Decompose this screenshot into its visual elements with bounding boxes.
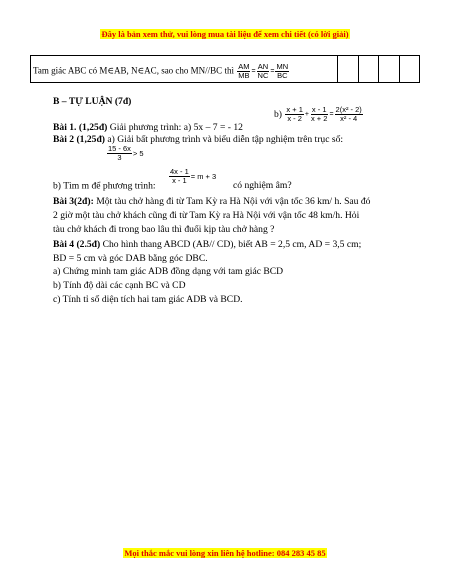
bai2-eq-fraction: $\frac{4x - 1}{x - 1}$	[170, 167, 189, 185]
question-cell	[31, 56, 338, 83]
bai4-line-2: BD = 5 cm và góc DAB bằng góc DBC.	[53, 253, 208, 264]
fraction-denominator: MB	[238, 70, 250, 80]
bai1-text-a: Giải phương trình: a) 5x – 7 = - 12	[109, 122, 243, 133]
bai2-text-b-pre: b) Tìm m để phương trình:	[53, 180, 156, 192]
bai2-b-post: có nghiệm âm?	[233, 180, 292, 191]
section-title: B – TỰ LUẬN (7đ)	[53, 96, 132, 107]
essay-section	[53, 92, 421, 532]
bai1-text-b: b)	[274, 108, 282, 120]
question-text: Tam giác ABC có M∈AB, N∈AC, sao cho MN//BC thì	[33, 65, 234, 76]
bai1-equation-b	[274, 106, 364, 123]
top-preview-banner	[0, 29, 450, 39]
bottom-hotline-banner	[0, 548, 450, 558]
plus-sign: +	[304, 110, 309, 118]
answer-cell-a	[338, 56, 358, 83]
answer-cell-b	[358, 56, 378, 83]
bai3-line-1: Bài 3(2đ): Một tàu chở hàng đi từ Tam Kỳ ra Hà Nội với vận tốc 36 km/ h. Sau đó	[53, 196, 371, 207]
bai2-text-a: a) Giải bất phương trình và biểu diễn tập nghiệm trên trục số:	[107, 134, 344, 145]
fraction-am-mb	[237, 63, 250, 80]
ineq-rest: > 5	[132, 148, 144, 158]
fraction-numerator: MN	[276, 61, 289, 71]
bai4-label: Bài 4 (2.5đ)	[53, 239, 101, 250]
bai2-inequality	[106, 145, 144, 162]
bai4-line-3: a) Chứng minh tam giác ADB đồng dạng với tam giác BCD	[53, 266, 284, 277]
fraction-denominator: NC	[257, 70, 269, 80]
bai2-line	[53, 133, 343, 146]
bai3-label: Bài 3(2đ):	[53, 196, 94, 207]
bai1-fraction-2: $\frac{x - 1}{x + 2}$	[310, 105, 328, 123]
bai2-ineq-fraction: $\frac{15 - 6x}{3}$	[108, 144, 131, 162]
equals-sign: =	[329, 110, 334, 118]
bai2-equation	[168, 168, 216, 185]
fraction-numerator: AN	[257, 61, 269, 71]
bai3-line-2: 2 giờ một tàu chở khách cũng đi từ Tam Kỳ ra Hà Nội với vận tốc 48 km/h. Hỏi	[53, 210, 360, 221]
bai4-line-5: c) Tính tỉ số diện tích hai tam giác ADB và BCD.	[53, 294, 243, 305]
quiz-answer-table-row	[30, 55, 420, 83]
fraction-numerator: AM	[238, 61, 250, 71]
fraction-an-nc	[257, 63, 270, 80]
equals-sign: =	[270, 67, 275, 75]
answer-cell-d	[399, 56, 419, 83]
bai2-label: Bài 2 (1,25đ)	[53, 134, 105, 145]
bai1-label: Bài 1. (1,25đ)	[53, 122, 108, 133]
top-banner-text: Đây là bản xem thử, vui lòng mua tài liệu để xem chi tiết (có lời giải)	[101, 29, 349, 39]
bai1-fraction-3: $\frac{\text{2(x² - 2)}}{\text{x² - 4}}$	[335, 105, 362, 123]
bai4-line-4: b) Tính độ dài các cạnh BC và CD	[53, 280, 186, 291]
bai3-line-3: tàu chở khách đi trong bao lâu thì đuổi kịp tàu chở hàng ?	[53, 224, 275, 235]
bai2-b-line	[53, 179, 156, 192]
answer-cell-c	[379, 56, 399, 83]
eq-rest: = m + 3	[190, 171, 217, 181]
equals-sign: =	[251, 67, 256, 75]
bottom-banner-text: Mọi thắc mắc vui lòng xin liên hệ hotline: 084 283 45 85	[124, 548, 326, 558]
fraction-mn-bc	[275, 63, 289, 80]
bai4-line-1: Bài 4 (2.5đ) Cho hình thang ABCD (AB// CD), biết AB = 2,5 cm, AD = 3,5 cm;	[53, 239, 362, 250]
fraction-denominator: BC	[277, 70, 288, 80]
bai1-fraction-1: $\frac{x + 1}{x - 2}$	[286, 105, 303, 123]
